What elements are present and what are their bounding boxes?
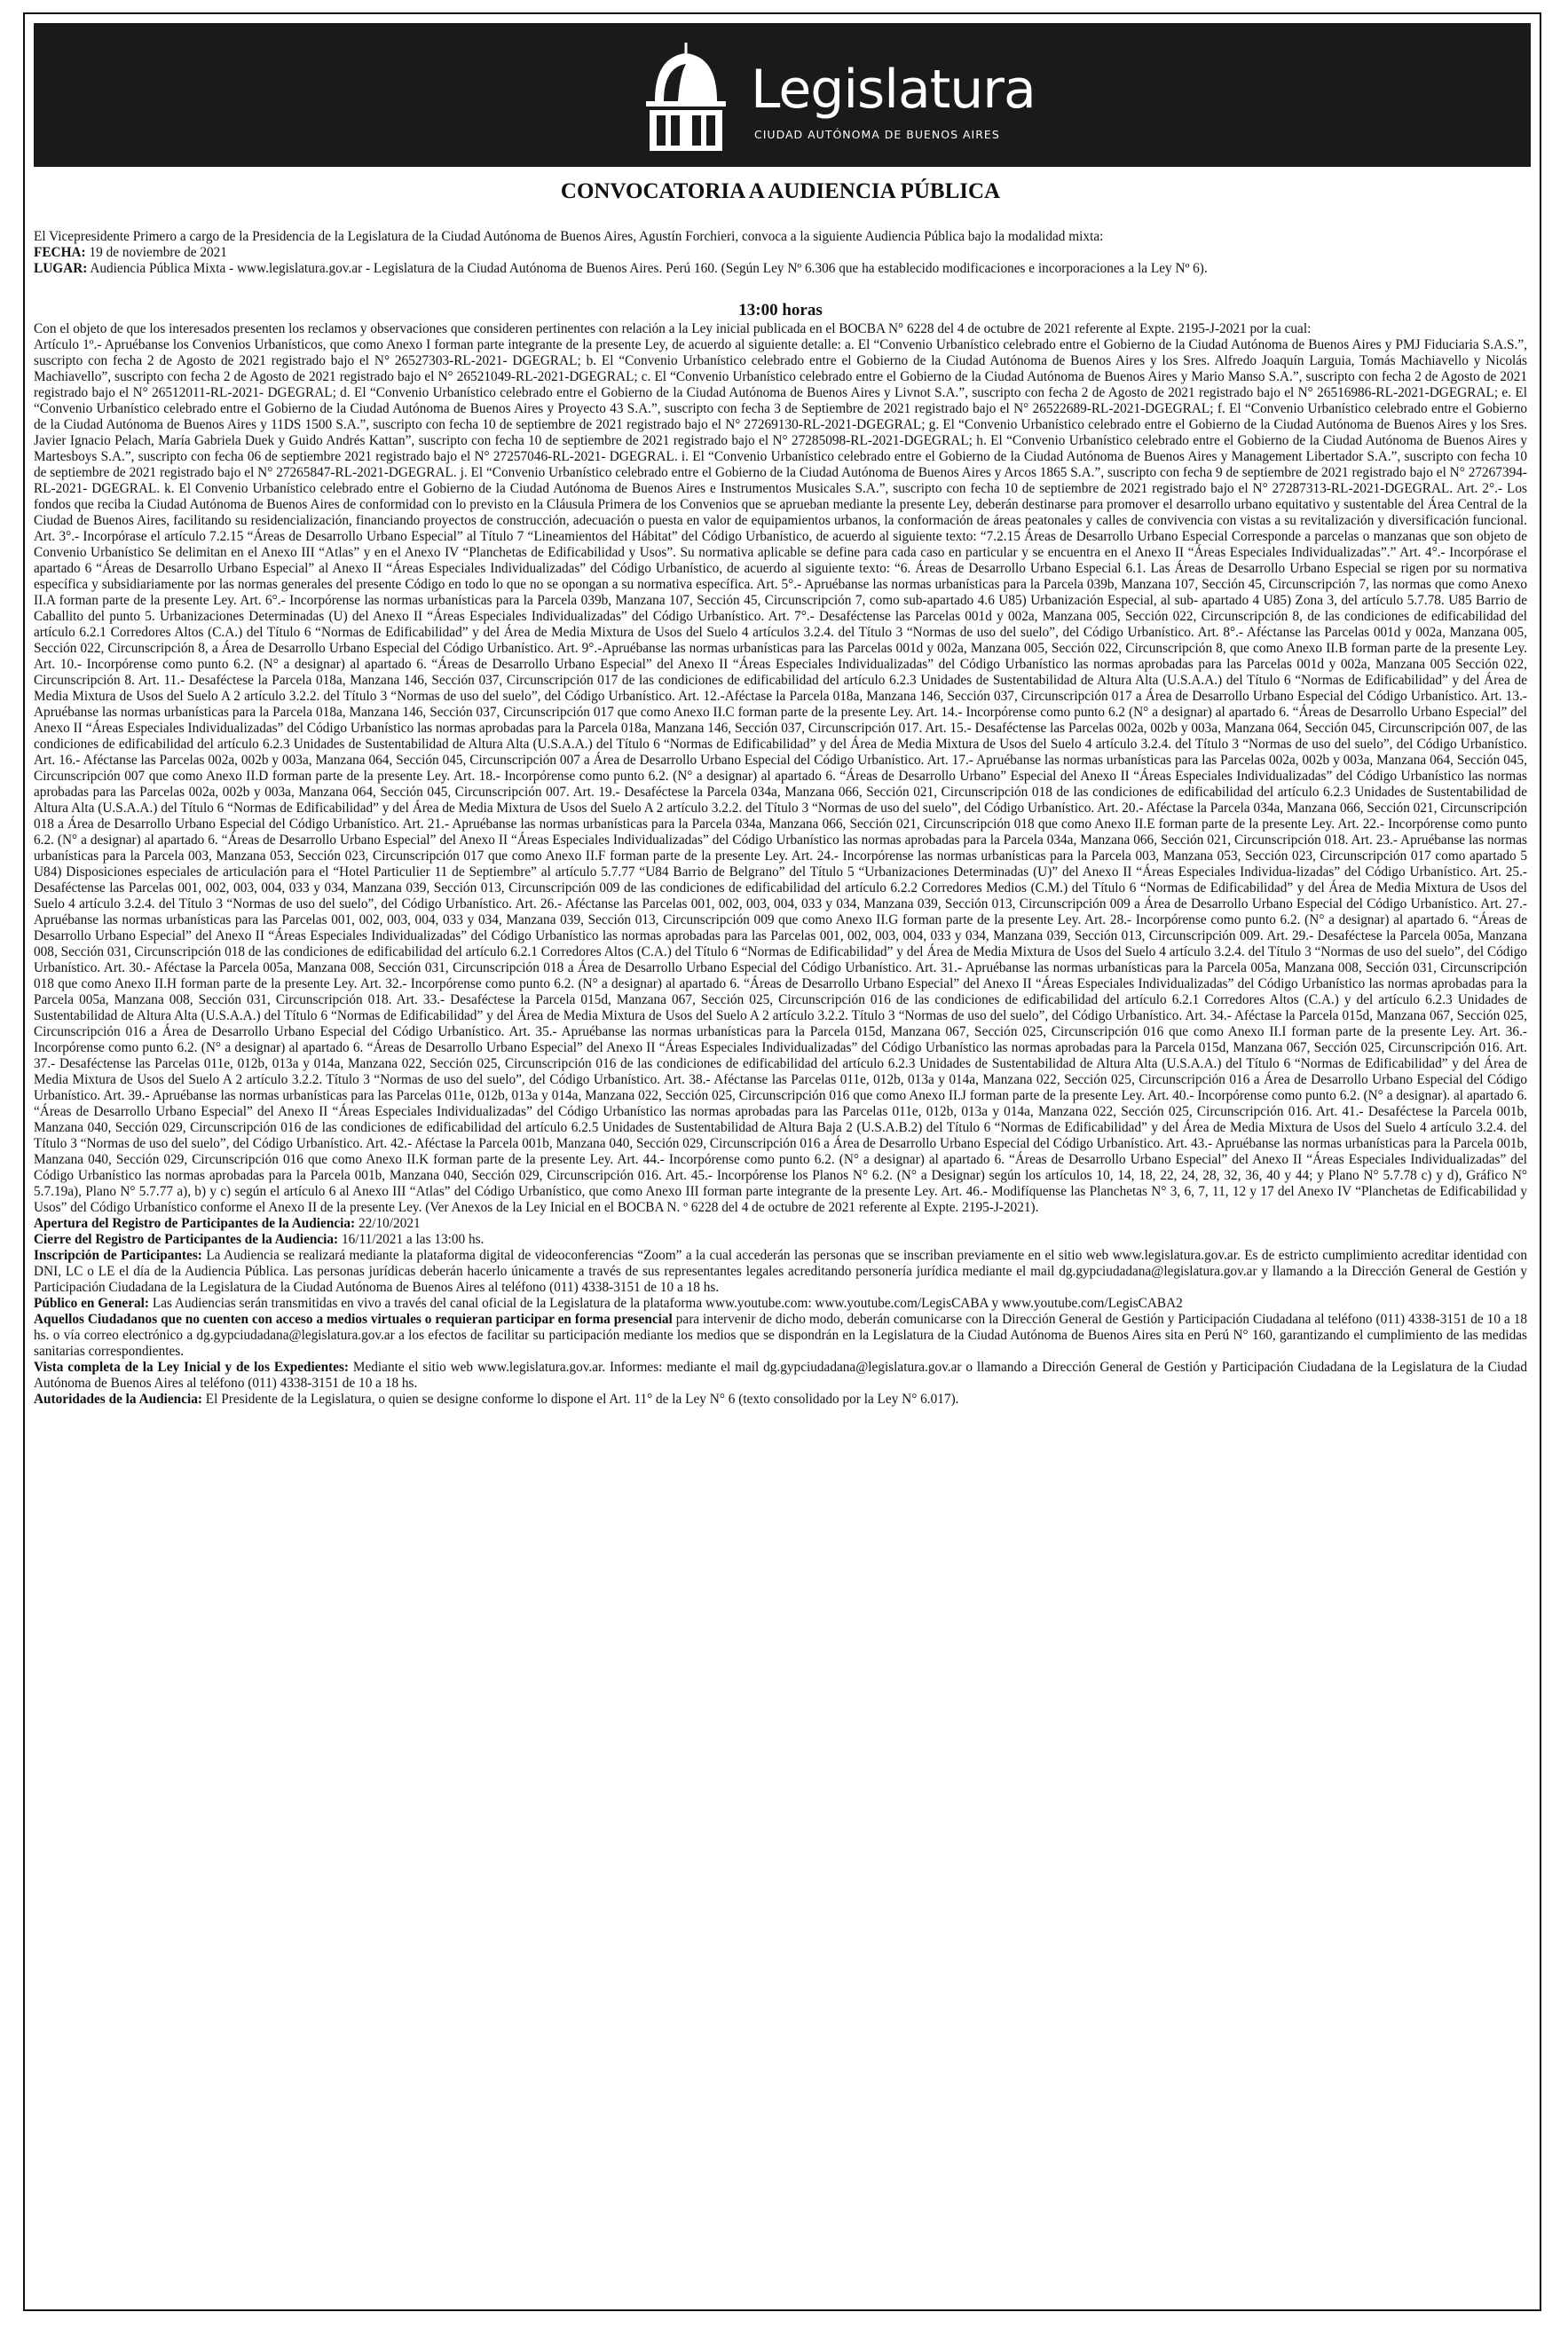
- autoridades-value: El Presidente de la Legislatura, o quien se designe conforme lo dispone el Art. 11° de la Ley N° 6 (texto consolidado por la Ley N° 6.017).: [205, 1392, 959, 1407]
- hora-heading: 13:00 horas: [738, 301, 823, 320]
- inscripcion-value: La Audiencia se realizará mediante la plataforma digital de videoconferencias “Zoom” a la cual accederán las personas que se inscriban previamente en el sitio web www.legislatura.gov.ar. Es de estricto cumplimiento acreditar identidad con DNI, LC o LE el día de la Audiencia Pública. Las personas jurídicas deberán hacerlo únicamente a través de sus representantes legales acreditando personería jurídica mediante el mail dg.gypciudadana@legislatura.gov.ar y llamando a la Dirección General de Gestión y Participación Ciudadana de la Legislatura de la Ciudad Autónoma de Buenos Aires al teléfono (011) 4338-3151 de 10 a 18 hs.: [34, 1248, 1528, 1295]
- lugar-label: LUGAR:: [34, 261, 88, 276]
- cierre-value: 16/11/2021 a las 13:00 hs.: [341, 1232, 485, 1247]
- vista-value: Mediante el sitio web www.legislatura.gov.ar. Informes: mediante el mail dg.gypciudadana@legislatura.gov.ar o llamando a Dirección General de Gestión y Participación Ciudadana de la Legislatura de la Ciudad Autónoma de Buenos Aires al teléfono (011) 4338-3151 de 10 a 18 hs.: [34, 1360, 1527, 1391]
- inscripcion-label: Inscripción de Participantes:: [34, 1248, 202, 1263]
- fecha-line: [34, 245, 1527, 261]
- apertura-line: [34, 1216, 1527, 1232]
- cierre-line: [34, 1232, 1527, 1248]
- vista-label: Vista completa de la Ley Inicial y de los Expedientes:: [34, 1360, 350, 1375]
- lugar-line: [34, 261, 1527, 277]
- publico-label: Público en General:: [34, 1296, 150, 1311]
- notice-title: CONVOCATORIA A AUDIENCIA PÚBLICA: [560, 179, 1001, 203]
- apertura-label: Apertura del Registro de Participantes de la Audiencia:: [34, 1216, 356, 1231]
- lugar-value: Audiencia Pública Mixta - www.legislatura.gov.ar - Legislatura de la Ciudad Autónoma de Buenos Aires. Perú 160. (Según Ley Nº 6.306 que ha establecido modificaciones e incorporaciones a la Ley Nº 6).: [90, 261, 1208, 276]
- inscripcion-paragraph: [34, 1248, 1527, 1296]
- publico-value: Las Audiencias serán transmitidas en vivo a través del canal oficial de la Legislatura de la plataforma www.youtube.com: www.youtube.com/LegisCABA y www.youtube.com/LegisCABA2: [152, 1296, 1183, 1311]
- sin-acceso-value: para intervenir de dicho modo, deberán comunicarse con la Dirección General de Gestión y Participación Ciudadana al teléfono (011) 4338-3151 de 10 a 18 hs. o vía correo electrónico a dg.gypciudadana@legislatura.gov.ar a los efectos de facilitar su participación mediante los medios que se dispondrán en la Legislatura de la Ciudad Autónoma de Buenos Aires sita en Perú N° 160, garantizando el cumplimiento de las medidas sanitarias correspondientes.: [34, 1312, 1527, 1359]
- legislature-dome-icon: [637, 39, 735, 154]
- objeto-paragraph: Con el objeto de que los interesados presenten los reclamos y observaciones que consideren pertinentes con relación a la Ley inicial publicada en el BOCBA N° 6228 del 4 de octubre de 2021 referente al Expte. 2195-J-2021 por la cual:: [34, 321, 1312, 336]
- fecha-label: FECHA:: [34, 245, 86, 260]
- logo-title: Legislatura: [751, 59, 1036, 121]
- sin-acceso-paragraph: [34, 1312, 1527, 1360]
- header-banner: [34, 23, 1531, 167]
- autoridades-label: Autoridades de la Audiencia:: [34, 1392, 202, 1407]
- articulado-paragraph: Artículo 1º.- Apruébanse los Convenios Urbanísticos, que como Anexo I forman parte integrante de la presente Ley, de acuerdo al siguiente detalle: a. El “Convenio Urbanístico celebrado entre el Gobierno de la Ciudad Autónoma de Buenos Aires y PMJ Fiduciaria S.A.S.”, suscripto con fecha 2 de Agosto de 2021 registrado bajo el N° 26527303-RL-2021- DGEGRAL; b. El “Convenio Urbanístico celebrado entre el Gobierno de la Ciudad Autónoma de Buenos Aires y los Sres. Alfredo Joaquín Larguia, Tomás Machiavello y Nicolás Machiavello”, suscripto con fecha 2 de Agosto de 2021 registrado bajo el N° 26521049-RL-2021-DGEGRAL; c. El “Convenio Urbanístico celebrado entre el Gobierno de la Ciudad Autónoma de Buenos Aires y Mario Manso S.A.”, suscripto con fecha 2 de Agosto de 2021 registrado bajo el N° 26512011-RL-2021- DGEGRAL; d. El “Convenio Urbanístico celebrado entre el Gobierno de la Ciudad Autónoma de Buenos Aires y Livnot S.A.”, suscripto con fecha 2 de Agosto de 2021 registrado bajo el N° 26516986-RL-2021-DGEGRAL; e. El “Convenio Urbanístico celebrado entre el Gobierno de la Ciudad Autónoma de Buenos Aires y Proyecto 43 S.A.”, suscripto con fecha 3 de Septiembre de 2021 registrado bajo el N° 26522689-RL-2021-DGEGRAL; f. El “Convenio Urbanístico celebrado entre el Gobierno de la Ciudad Autónoma de Buenos Aires y 11DS 1500 S.A.”, suscripto con fecha 10 de septiembre de 2021 registrado bajo el N° 27269130-RL-2021-DGEGRAL; g. El “Convenio Urbanístico celebrado entre el Gobierno de la Ciudad Autónoma de Buenos Aires y los Sres. Javier Ignacio Pelach, María Gabriela Duek y Guido Andrés Kattan”, suscripto con fecha 10 de septiembre de 2021 registrado bajo el N° 27285098-RL-2021-DGEGRAL; h. El “Convenio Urbanístico celebrado entre el Gobierno de la Ciudad Autónoma de Buenos Aires y Martesboys S.A.”, suscripto con fecha 06 de septiembre 2021 registrado bajo el N° 27257046-RL-2021- DGEGRAL. i. El “Convenio Urbanístico celebrado entre el Gobierno de la Ciudad Autónoma de Buenos Aires y Management Libertador S.A.”, suscripto con fecha 10 de septiembre de 2021 registrado bajo el N° 27265847-RL-2021-DGEGRAL. j. El “Convenio Urbanístico celebrado entre el Gobierno de la Ciudad Autónoma de Buenos Aires y Arcos 1865 S.A.”, suscripto con fecha 9 de septiembre de 2021 registrado bajo el N° 27267394-RL-2021- DGEGRAL. k. El Convenio Urbanístico celebrado entre el Gobierno de la Ciudad Autónoma de Buenos Aires e Instrumentos Musicales S.A.”, suscripto con fecha 10 de septiembre de 2021 registrado bajo el N° 27287313-RL-2021-DGEGRAL. Art. 2°.- Los fondos que reciba la Ciudad Autónoma de Buenos Aires de conformidad con lo previsto en la Cláusula Primera de los Convenios que se aprueban mediante la presente Ley, deberán destinarse para promover el desarrollo urbano equitativo y sustentable del Área Central de la Ciudad de Buenos Aires, facilitando su residencialización, financiando proyectos de construcción, adecuación o puesta en valor de equipamientos urbanos, la conformación de áreas peatonales y calles de convivencia con vistas a su revitalización y diversificación funcional. Art. 3°.- Incorpórase el artículo 7.2.15 “Áreas de Desarrollo Urbano Especial” al Título 7 “Lineamientos del Hábitat” del Código Urbanístico, de acuerdo al siguiente texto: “7.2.15 Áreas de Desarrollo Urbano Especial Corresponde a parcelas o manzanas que son objeto de Convenio Urbanístico Se delimitan en el Anexo III “Atlas” y en el Anexo IV “Planchetas de Edificabilidad y Usos”. Su normativa aplicable se define para cada caso en particular y se encuentra en el Anexo II “Áreas Especiales Individualizadas”.” Art. 4°.- Incorpórase el apartado 6 “Áreas de Desarrollo Urbano Especial” al Anexo II “Áreas Especiales Individualizadas” del Código Urbanístico, de acuerdo al siguiente texto: “6. Áreas de Desarrollo Urbano Especial 6.1. Las Áreas de Desarrollo Urbano Especial se rigen por su normativa específica y subsidiariamente por las normas generales del presente Código en todo lo que no se opongan a su normativa específica. Art. 5°.- Apruébanse las normas urbanísticas para la Parcela 039b, Manzana 107, Sección 45, Circunscripción 7, las normas que como Anexo II.A forman parte de la presente Ley. Art. 6°.- Incorpórense las normas urbanísticas para la Parcela 039b, Manzana 107, Sección 45, Circunscripción 7, como sub-apartado 4.6 U85) Urbanización Especial, al sub- apartado 4 U85) Zona 3, del artículo 5.7.78. U85 Barrio de Caballito del punto 5. Urbanizaciones Determinadas (U) del Anexo II “Áreas Especiales Individualizadas” del Código Urbanístico. Art. 7°.- Desaféctense las Parcelas 001d y 002a, Manzana 005, Sección 022, Circunscripción 8, de las condiciones de edificabilidad del artículo 6.2.1 Corredores Altos (C.A.) del Título 6 “Normas de Edificabilidad” y del Área de Media Mixtura de Usos del Suelo 4 artículos 3.2.4. del Título 3 “Normas de uso del suelo”, del Código Urbanístico. Art. 8°.- Aféctanse las Parcelas 001d y 002a, Manzana 005, Sección 022, Circunscripción 8, a Área de Desarrollo Urbano Especial del Código Urbanístico. Art. 9°.-Apruébanse las normas urbanísticas para las Parcelas 001d y 002a, Manzana 005, Sección 022, Circunscripción 8, que como Anexo II.B forman parte de la presente Ley. Art. 10.- Incorpórense como punto 6.2. (N° a designar) al apartado 6. “Áreas de Desarrollo Urbano Especial” del Anexo II “Áreas Especiales Individualizadas” del Código Urbanístico las normas aprobadas para las Parcelas 001d y 002a, Manzana 005 Sección 022, Circunscripción 8. Art. 11.- Desaféctese la Parcela 018a, Manzana 146, Sección 037, Circunscripción 017 de las condiciones de edificabilidad del artículo 6.2.3 Unidades de Sustentabilidad de Altura Alta (U.S.A.A.) del Título 6 “Normas de Edificabilidad” y del Área de Media Mixtura de Usos del Suelo A 2 artículo 3.2.2. del Título 3 “Normas de uso del suelo”, del Código Urbanístico. Art. 12.-Aféctase la Parcela 018a, Manzana 146, Sección 037, Circunscripción 017 a Área de Desarrollo Urbano Especial del Código Urbanístico. Art. 13.-Apruébanse las normas urbanísticas para la Parcela 018a, Manzana 146, Sección 037, Circunscripción 017 que como Anexo II.C forman parte de la presente Ley. Art. 14.- Incorpórense como punto 6.2 (N° a designar) al apartado 6. “Áreas de Desarrollo Urbano Especial” del Anexo II “Áreas Especiales Individualizadas” del Código Urbanístico las normas aprobadas para la Parcela 018a, Manzana 146, Sección 037, Circunscripción 017. Art. 15.- Desaféctense las Parcelas 002a, 002b y 003a, Manzana 064, Sección 045, Circunscripción 007, de las condiciones de edificabilidad del artículo 6.2.3 Unidades de Sustentabilidad de Altura Alta (U.S.A.A.) del Título 6 “Normas de Edificabilidad” y del Área de Media Mixtura de Usos del Suelo 4 artículo 3.2.4. del Título 3 “Normas de uso del suelo”, del Código Urbanístico. Art. 16.- Aféctanse las Parcelas 002a, 002b y 003a, Manzana 064, Sección 045, Circunscripción 007 a Área de Desarrollo Urbano Especial del Código Urbanístico. Art. 17.- Apruébanse las normas urbanísticas para las Parcelas 002a, 002b y 003a, Manzana 064, Sección 045, Circunscripción 007 que como Anexo II.D forman parte de la presente Ley. Art. 18.- Incorpórense como punto 6.2. (N° a designar) al apartado 6. “Áreas de Desarrollo Urbano” Especial del Anexo II “Áreas Especiales Individualizadas” del Código Urbanístico las normas aprobadas para las Parcelas 002a, 002b y 003a, Manzana 064, Sección 045, Circunscripción 007. Art. 19.- Desaféctese la Parcela 034a, Manzana 066, Sección 021, Circunscripción 018 de las condiciones de edificabilidad del artículo 6.2.3 Unidades de Sustentabilidad de Altura Alta (U.S.A.A.) del Título 6 “Normas de Edificabilidad” y del Área de Media Mixtura de Usos del Suelo A 2 artículo 3.2.2. del Título 3 “Normas de uso del suelo”, del Código Urbanístico. Art. 20.- Aféctase la Parcela 034a, Manzana 066, Sección 021, Circunscripción 018 a Área de Desarrollo Urbano Especial del Código Urbanístico. Art. 21.- Apruébanse las normas urbanísticas para la Parcela 034a, Manzana 066, Sección 021, Circunscripción 018 que como Anexo II.E forman parte de la presente Ley. Art. 22.- Incorpórense como punto 6.2. (N° a designar) al apartado 6. “Áreas de Desarrollo Urbano Especial” del Anexo II “Áreas Especiales Individualizadas” del Código Urbanístico las normas aprobadas para la Parcela 034a, Manzana 066, Sección 021, Circunscripción 018. Art. 23.- Apruébanse las normas urbanísticas para la Parcela 003, Manzana 053, Sección 023, Circunscripción 017 que como Anexo II.F forman parte de la presente Ley. Art. 24.- Incorpórense las normas urbanísticas para la Parcela 003, Manzana 053, Sección 023, Circunscripción 017 como apartado 5 U84) Disposiciones especiales de articulación para el “Hotel Particulier 11 de Septiembre” al artículo 5.7.77 “U84 Barrio de Belgrano” del Título 5 “Urbanizaciones Determinadas (U)” del Anexo II “Áreas Especiales Individua-lizadas” del Código Urbanístico. Art. 25.- Desaféctense las Parcelas 001, 002, 003, 004, 033 y 034, Manzana 039, Sección 013, Circunscripción 009 de las condiciones de edificabilidad del artículo 6.2.2 Corredores Medios (C.M.) del Título 6 “Normas de Edificabilidad” y del Área de Media Mixtura de Usos del Suelo 4 artículo 3.2.4. del Título 3 “Normas de uso del suelo”, del Código Urbanístico. Art. 26.- Aféctanse las Parcelas 001, 002, 003, 004, 033 y 034, Manzana 039, Sección 013, Circunscripción 009 a Área de Desarrollo Urbano Especial del Código Urbanístico. Art. 27.- Apruébanse las normas urbanísticas para las Parcelas 001, 002, 003, 004, 033 y 034, Manzana 039, Sección 013, Circunscripción 009 que como Anexo II.G forman parte de la presente Ley. Art. 28.- Incorpórense como punto 6.2. (N° a designar) al apartado 6. “Áreas de Desarrollo Urbano Especial” del Anexo II “Áreas Especiales Individualizadas” del Código Urbanístico las normas aprobadas para las Parcelas 001, 002, 003, 004, 033 y 034, Manzana 039, Sección 013, Circunscripción 009. Art. 29.- Desaféctese la Parcela 005a, Manzana 008, Sección 031, Circunscripción 018 de las condiciones de edificabilidad del artículo 6.2.1 Corredores Altos (C.A.) del Título 6 “Normas de Edificabilidad” y del Área de Media Mixtura de Usos del Suelo 4 artículo 3.2.4. del Título 3 “Normas de uso del suelo”, del Código Urbanístico. Art. 30.- Aféctase la Parcela 005a, Manzana 008, Sección 031, Circunscripción 018 a Área de Desarrollo Urbano Especial del Código Urbanístico. Art. 31.- Apruébanse las normas urbanísticas para la Parcela 005a, Manzana 008, Sección 031, Circunscripción 018 que como Anexo II.H forman parte de la presente Ley. Art. 32.- Incorpórense como punto 6.2. (N° a designar) al apartado 6. “Áreas de Desarrollo Urbano Especial” del Anexo II “Áreas Especiales Individualizadas” del Código Urbanístico las normas aprobadas para la Parcela 005a, Manzana 008, Sección 031, Circunscripción 018. Art. 33.- Desaféctese la Parcela 015d, Manzana 067, Sección 025, Circunscripción 016 de las condiciones de edificabilidad del artículo 6.2.1 Corredores Altos (C.A.) y del artículo 6.2.3 Unidades de Sustentabilidad de Altura Alta (U.S.A.A.) del Título 6 “Normas de Edificabilidad” y del Área de Media Mixtura de Usos del Suelo A 2 artículo 3.2.2. Título 3 “Normas de uso del suelo”, del Código Urbanístico. Art. 34.- Aféctase la Parcela 015d, Manzana 067, Sección 025, Circunscripción 016 a Área de Desarrollo Urbano Especial del Código Urbanístico. Art. 35.- Apruébanse las normas urbanísticas para la Parcela 015d, Manzana 067, Sección 025, Circunscripción 016 que como Anexo II.I forman parte de la presente Ley. Art. 36.- Incorpórense como punto 6.2. (N° a designar) al apartado 6. “Áreas de Desarrollo Urbano Especial” del Anexo II “Áreas Especiales Individualizadas” del Código Urbanístico las normas aprobadas para la Parcela 015d, Manzana 067, Sección 025, Circunscripción 016. Art. 37.- Desaféctense las Parcelas 011e, 012b, 013a y 014a, Manzana 022, Sección 025, Circunscripción 016 de las condiciones de edificabilidad del artículo 6.2.3 Unidades de Sustentabilidad de Altura Alta (U.S.A.A.) del Título 6 “Normas de Edificabilidad” y del Área de Media Mixtura de Usos del Suelo A 2 artículo 3.2.2. Título 3 “Normas de uso del suelo”, del Código Urbanístico. Art. 38.- Aféctanse las Parcelas 011e, 012b, 013a y 014a, Manzana 022, Sección 025, Circunscripción 016 a Área de Desarrollo Urbano Especial del Código Urbanístico. Art. 39.- Apruébanse las normas urbanísticas para las Parcelas 011e, 012b, 013a y 014a, Manzana 022, Sección 025, Circunscripción 016 que como Anexo II.J forman parte de la presente Ley. Art. 40.- Incorpórense como punto 6.2. (N° a designar). al apartado 6. “Áreas de Desarrollo Urbano Especial” del Anexo II “Áreas Especiales Individualizadas” del Código Urbanístico las normas aprobadas para las Parcelas 011e, 012b, 013a y 014a, Manzana 022, Sección 025, Circunscripción 016. Art. 41.- Desaféctese la Parcela 001b, Manzana 040, Sección 029, Circunscripción 016 de las condiciones de edificabilidad del artículo 6.2.5 Unidades de Sustentabilidad de Altura Baja 2 (U.S.A.B.2) del Título 6 “Normas de Edificabilidad” y del Área de Media Mixtura de Usos del Suelo 4 artículo 3.2.4. del Título 3 “Normas de uso del suelo”, del Código Urbanístico. Art. 42.- Aféctase la Parcela 001b, Manzana 040, Sección 029, Circunscripción 016 a Área de Desarrollo Urbano Especial del Código Urbanístico. Art. 43.- Apruébanse las normas urbanísticas para la Parcela 001b, Manzana 040, Sección 029, Circunscripción 016 que como Anexo II.K forman parte de la presente Ley. Art. 44.- Incorpórense como punto 6.2. (N° a designar) al apartado 6. “Áreas de Desarrollo Urbano Especial” del Anexo II “Áreas Especiales Individualizadas” del Código Urbanístico las normas aprobadas para la Parcela 001b, Manzana 040, Sección 029, Circunscripción 016. Art. 45.- Incorpórense los Planos N° 6.2. (N° a Designar) según los artículos 10, 14, 18, 22, 24, 28, 32, 36, 40 y 44; y Plano N° 5.7.78 c) y d), Gráfico N° 5.7.19a), Plano N° 5.7.77 a), b) y c) según el artículo 6 al Anexo III “Atlas” del Código Urbanístico, que como Anexo III forman parte integrante de la presente Ley. Art. 46.- Modifíquense las Planchetas N° 3, 6, 7, 11, 12 y 17 del Anexo IV “Planchetas de Edificabilidad y Usos” del Código Urbanístico conforme el Anexo II de la presente Ley. (Ver Anexos de la Ley Inicial en el BOCBA N. º 6228 del 4 de octubre de 2021 referente al Expte. 2195-J-2021).: [34, 337, 1527, 1215]
- intro-paragraph: El Vicepresidente Primero a cargo de la Presidencia de la Legislatura de la Ciudad Autónoma de Buenos Aires, Agustín Forchieri, convoca a la siguiente Audiencia Pública bajo la modalidad mixta:: [34, 229, 1104, 244]
- autoridades-paragraph: [34, 1392, 1527, 1408]
- publico-paragraph: [34, 1296, 1527, 1312]
- notice-frame: [23, 12, 1541, 2311]
- sin-acceso-label: Aquellos Ciudadanos que no cuenten con acceso a medios virtuales o requieran participar en forma presencial: [34, 1312, 673, 1327]
- apertura-value: 22/10/2021: [358, 1216, 421, 1231]
- logo-subtitle: CIUDAD AUTÓNOMA DE BUENOS AIRES: [754, 128, 1000, 141]
- notice-body: [34, 176, 1527, 1408]
- vista-paragraph: [34, 1360, 1527, 1392]
- cierre-label: Cierre del Registro de Participantes de la Audiencia:: [34, 1232, 339, 1247]
- fecha-value: 19 de noviembre de 2021: [89, 245, 227, 260]
